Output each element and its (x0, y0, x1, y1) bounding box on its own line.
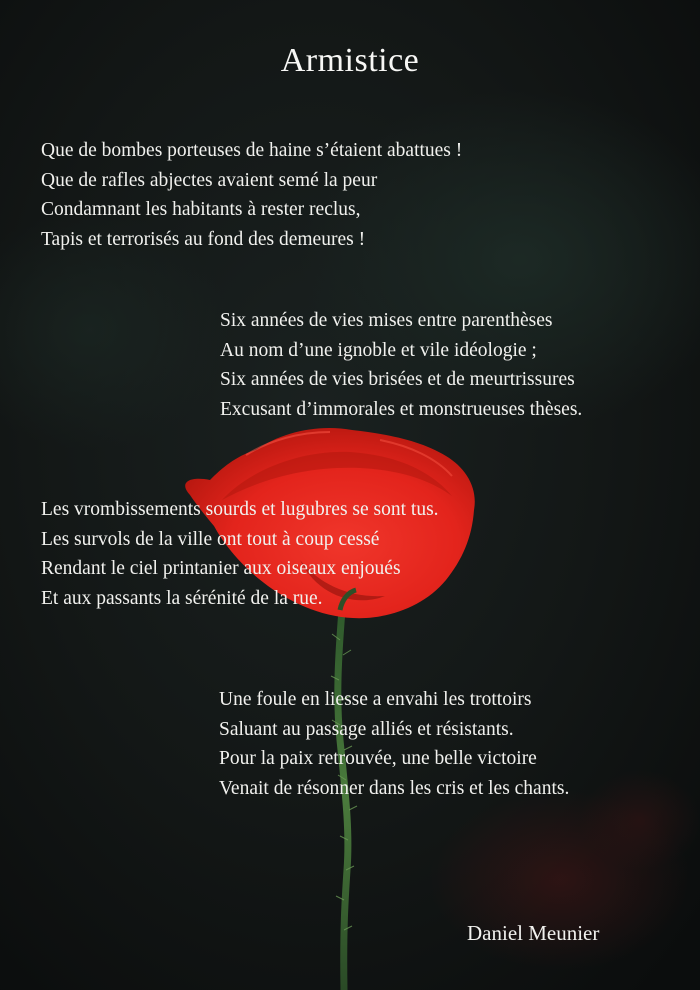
author-signature: Daniel Meunier (467, 921, 600, 945)
poem-line: Excusant d’immorales et monstrueuses thèses. (220, 398, 583, 420)
poem-line: Que de bombes porteuses de haine s’étaient abattues ! (41, 140, 463, 161)
poem-line: Venait de résonner dans les cris et les chants. (219, 777, 570, 799)
poem-line: Une foule en liesse a envahi les trottoirs (219, 689, 532, 710)
poem-line: Six années de vies mises entre parenthèses (220, 310, 553, 331)
poem-title: Armistice (280, 42, 420, 79)
stanza-2 (220, 306, 582, 424)
poem-line: Six années de vies brisées et de meurtrissures (220, 369, 575, 390)
poem-line: Et aux passants la sérénité de la rue. (41, 587, 323, 609)
stanza-3 (41, 495, 439, 613)
stanza-4 (219, 685, 569, 803)
poem-line: Pour la paix retrouvée, une belle victoire (219, 748, 537, 769)
stanza-1 (41, 136, 462, 254)
poem-line: Au nom d’une ignoble et vile idéologie ; (220, 339, 537, 361)
poem-line: Condamnant les habitants à rester reclus, (41, 199, 361, 220)
poem-line: Les vrombissements sourds et lugubres se sont tus. (41, 499, 439, 520)
poem-line: Que de rafles abjectes avaient semé la peur (41, 169, 378, 191)
poem-line: Les survols de la ville ont tout à coup cessé (41, 528, 380, 550)
poem-line: Tapis et terrorisés au fond des demeures ! (41, 228, 366, 250)
poem-line: Rendant le ciel printanier aux oiseaux enjoués (41, 558, 401, 579)
poem-line: Saluant au passage alliés et résistants. (219, 718, 514, 740)
